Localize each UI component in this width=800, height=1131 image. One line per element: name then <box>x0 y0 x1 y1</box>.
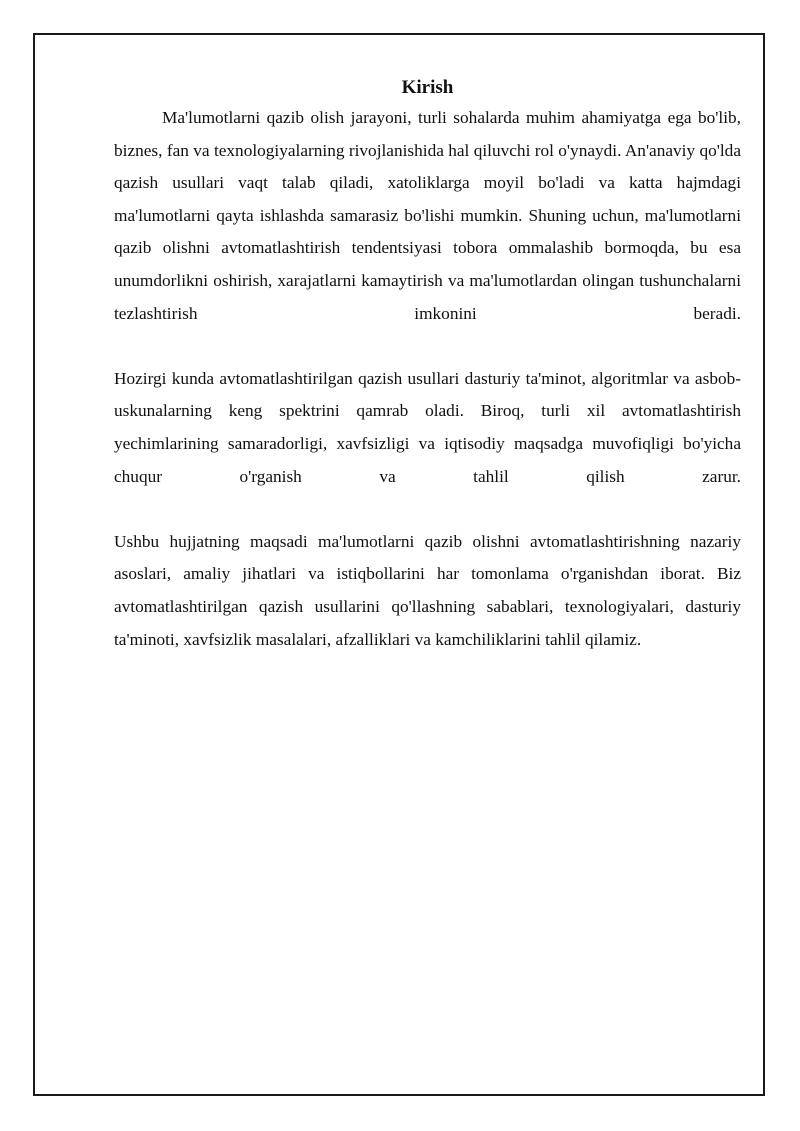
paragraph-3: Ushbu hujjatning maqsadi ma'lumotlarni qazib olishni avtomatlashtirishning nazariy asoslari, amaliy jihatlari va istiqbollarini har tomonlama o'rganishdan iborat. Biz avtomatlashtirilgan qazish usullarini qo'llashning sabablari, texnologiyalari, dasturiy ta'minoti, xavfsizlik masalalari, afzalliklari va kamchiliklarini tahlil qilamiz. <box>114 531 741 649</box>
document-title: Kirish <box>401 77 454 98</box>
paragraph-2: Hozirgi kunda avtomatlashtirilgan qazish usullari dasturiy ta'minot, algoritmlar va asbob-uskunalarning keng spektrini qamrab oladi. Biroq, turli xil avtomatlashtirish yechimlarining samaradorligi, xavfsizligi va iqtisodiy maqsadga muvofiqligi bo'yicha chuqur o'rganish va tahlil qilish zarur. <box>114 368 741 486</box>
paragraph-gap <box>114 330 741 363</box>
document-body <box>114 76 741 656</box>
paragraph-gap <box>114 493 741 526</box>
paragraph-1: Ma'lumotlarni qazib olish jarayoni, turli sohalarda muhim ahamiyatga ega bo'lib, biznes, fan va texnologiyalarning rivojlanishida hal qiluvchi rol o'ynaydi. An'anaviy qo'lda qazish usullari vaqt talab qiladi, xatoliklarga moyil bo'ladi va katta hajmdagi ma'lumotlarni qayta ishlashda samarasiz bo'lishi mumkin. Shuning uchun, ma'lumotlarni qazib olishni avtomatlashtirish tendentsiyasi tobora ommalashib bormoqda, bu esa unumdorlikni oshirish, xarajatlarni kamaytirish va ma'lumotlardan olingan tushunchalarni tezlashtirish imkonini beradi. <box>114 108 741 323</box>
